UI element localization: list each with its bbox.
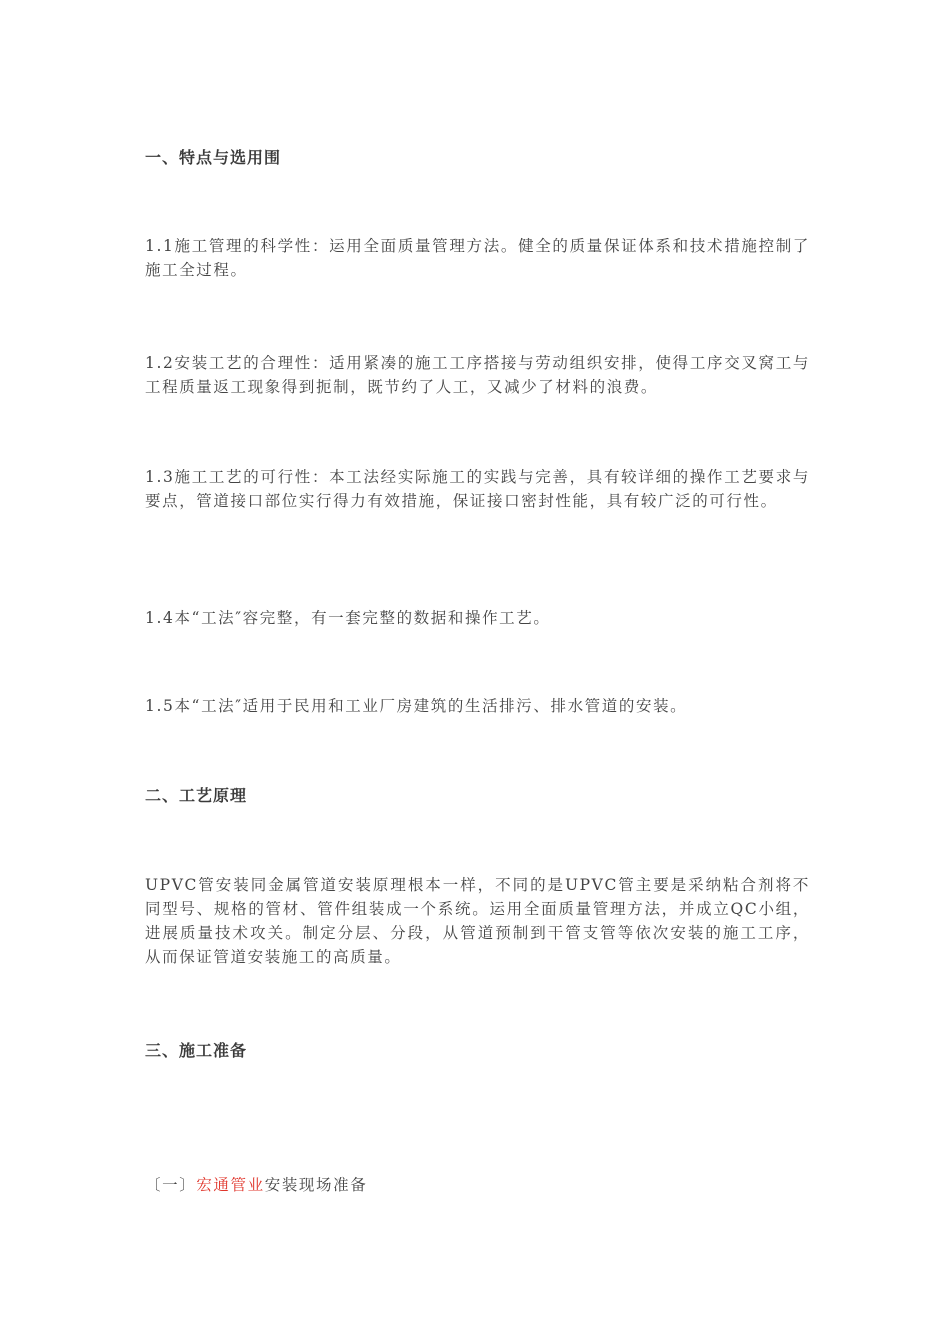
subsection-1-title	[145, 1173, 810, 1197]
paragraph-1-2: 1.2安装工艺的合理性：适用紧凑的施工工序搭接与劳动组织安排，使得工序交叉窝工与工程质量返工现象得到扼制，既节约了人工，又减少了材料的浪费。	[145, 354, 810, 396]
section-2-heading: 二、工艺原理	[145, 786, 248, 805]
section-1-heading: 一、特点与选用围	[145, 148, 282, 167]
subsection-1-highlight: 宏通管业	[196, 1176, 265, 1194]
paragraph-2: UPVC管安装同金属管道安装原理根本一样，不同的是UPVC管主要是采纳粘合剂将不同型号、规格的管材、管件组装成一个系统。运用全面质量管理方法，并成立QC小组，进展质量技术攻关。制定分层、分段，从管道预制到干管支管等依次安装的施工工序，从而保证管道安装施工的高质量。	[145, 876, 810, 966]
paragraph-1-1: 1.1施工管理的科学性：运用全面质量管理方法。健全的质量保证体系和技术措施控制了施工全过程。	[145, 237, 810, 279]
section-3-heading: 三、施工准备	[145, 1041, 248, 1060]
paragraph-1-3: 1.3施工工艺的可行性：本工法经实际施工的实践与完善，具有较详细的操作工艺要求与要点，管道接口部位实行得力有效措施，保证接口密封性能，具有较广泛的可行性。	[145, 468, 810, 510]
paragraph-1-4: 1.4本“工法″容完整，有一套完整的数据和操作工艺。	[145, 609, 551, 627]
paragraph-1-5: 1.5本“工法″适用于民用和工业厂房建筑的生活排污、排水管道的安装。	[145, 697, 688, 715]
subsection-1-rest: 安装现场准备	[264, 1176, 368, 1194]
subsection-1-prefix: 〔一〕	[145, 1176, 197, 1194]
